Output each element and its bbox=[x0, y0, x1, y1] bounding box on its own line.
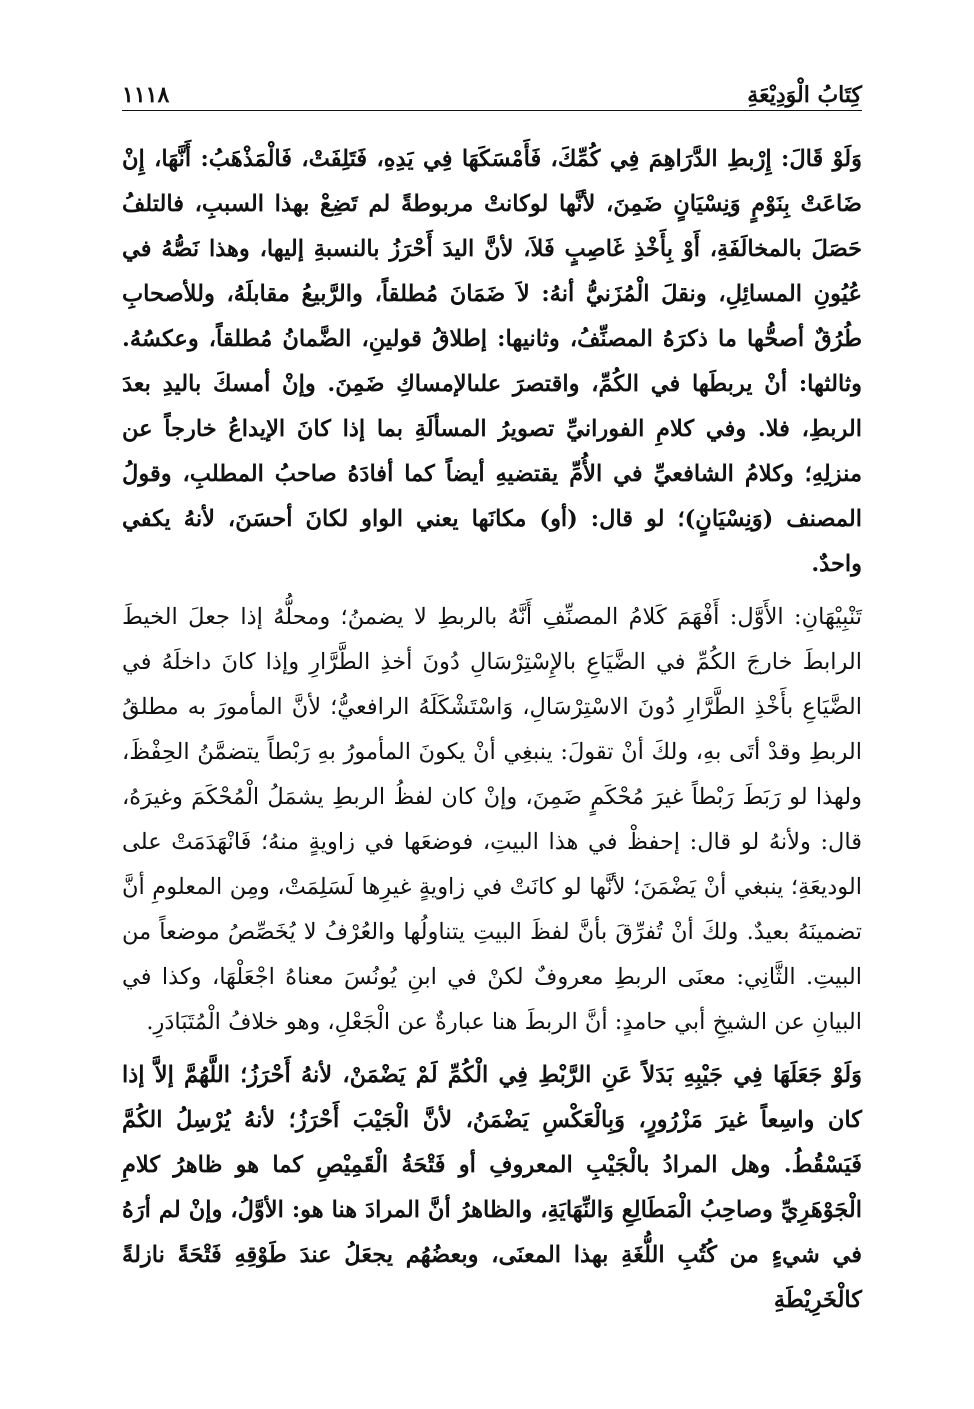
body-text bbox=[122, 137, 862, 1323]
running-header bbox=[122, 70, 862, 111]
paragraph-wadiah-dirham-tying: وَلَوْ قَالَ: إِرْبطِ الدَّرَاهِمَ فِي كُمِّكَ، فَأَمْسَكَهَا فِي يَدِهِ، فَتَلِفَتْ، فَالْمَذْهَبُ: أَنَّهَا، إِنْ ضَاعَتْ بِنَوْمٍ وَنِسْيَانٍ ضَمِنَ، لأنَّها لوكانتْ مربوطةً لم تَضِعْ بهذا السببِ، فالتلفُ حَصَلَ بالمخالَفَةِ، أَوْ بِأَخْذِ غَاصِبٍ فَلاَ، لأنَّ اليدَ أَحْرَزُ بالنسبةِ إليها، وهذا نَصُّهُ في عُيُونِ المسائِلِ، ونقلَ الْمُزَنيُّ أنهُ: لاَ ضَمَانَ مُطلقاً، والرَّبيعُ مقابلَهُ، وللأصحابِ طُرُقٌ أصحُّها ما ذكرَهُ المصنِّفُ، وثانيها: إطلاقُ قولينِ، الضَّمانُ مُطلقاً، وعكسُهُ. وثالثها: أنْ يربطَها في الكُمِّ، واقتصرَ علىالإمساكِ ضَمِنَ. وإنْ أمسكَ باليدِ بعدَ الربطِ، فلا. وفي كلامِ الفورانيِّ تصويرُ المسألَةِ بما إذا كانَ الإيداعُ خارجاً عن منزلِهِ؛ وكلامُ الشافعيِّ في الأُمِّ يقتضيهِ أيضاً كما أفادَهُ صاحبُ المطلبِ، وقولُ المصنف (وَنِسْيَانٍ)؛ لو قال: (أو) مكانَها يعني الواو لكانَ أحسَنَ، لأنهُ يكفي واحدٌ. bbox=[122, 146, 862, 577]
chapter-title: كِتَابُ الْوَدِيْعَةِ bbox=[747, 82, 862, 108]
page-number: ١١١٨ bbox=[122, 82, 170, 108]
paragraph-two-notes: تَنْبِيْهَانِ: الأَوَّل: أَفْهَمَ كَلامُ المصنِّفِ أَنَّهُ بالربطِ لا يضمنُ؛ ومحلُّهُ إذا جعلَ الخيطَ الرابطَ خارجَ الكُمِّ في الضَّيَاعِ بالإِسْتِرْسَالِ دُونَ أخذِ الطَّرَّارِ وإذا كانَ داخلَهُ في الضَّيَاعِ بأَخْذِ الطَّرَّارِ دُونَ الاسْتِرْسَالِ، وَاسْتَشْكَلَهُ الرافعيُّ؛ لأنَّ المأمورَ به مطلقُ الربطِ وقدْ أتَى بهِ، ولكَ أنْ تقولَ: ينبغِي أنْ يكونَ المأمورُ بهِ رَبْطاً يتضمَّنُ الحِفْظَ، ولهذا لو رَبَطَ رَبْطاً غيرَ مُحْكَمٍ ضَمِنَ، وإنْ كان لفظُ الربطِ يشمَلُ الْمُحْكَمَ وغيرَهُ، قال: ولأنهُ لو قال: إحفظْ في هذا البيتِ، فوضعَها في زاويةٍ منهُ؛ فَانْهَدَمَتْ على الوديعَةِ؛ ينبغي أنْ يَضْمَنَ؛ لأنَّها لو كانَتْ في زاويةٍ غيرِها لَسَلِمَتْ، ومِن المعلومِ أنَّ تضمينَهُ بعيدٌ. ولكَ أنْ تُفرِّقَ بأنَّ لفظَ البيتِ يتناولُها والعُرْفُ لا يُخَصِّصُ موضعاً من البيتِ. الثَّانِي: معنَى الربطِ معروفٌ لكنْ في ابنِ يُونُسَ معناهُ اجْعَلْهَا، وكذا في البيانِ عن الشيخِ أبي حامدٍ: أنَّ الربطَ هنا عبارةٌ عن الْجَعْلِ، وهو خلافُ الْمُتَبَادَرِ. bbox=[122, 604, 862, 1035]
paragraph-pocket-instead-of-sleeve: وَلَوْ جَعَلَهَا فِي جَيْبِهِ بَدَلاً عَنِ الرَّبْطِ فِي الْكُمِّ لَمْ يَضْمَنْ، لأنهُ أَحْرَزُ؛ اللَّهُمَّ إلاَّ إذا كان واسِعاً غيرَ مَزْرُورٍ، وَبِالْعَكْسِ يَضْمَنُ، لأنَّ الْجَيْبَ أَحْرَزُ؛ لأنهُ يُرْسِلُ الكُمَّ فَيَسْقُطُ. وهل المرادُ بالْجَيْبِ المعروفِ أو فَتْحَةُ الْقَمِيْصِ كما هو ظاهرُ كلامِ الْجَوْهَرِيِّ وصاحِبُ الْمَطَالِعِ وَالنِّهَايَةِ، والظاهرُ أنَّ المرادَ هنا هو: الأوَّلُ، وإنْ لم أرَهُ في شيءٍ من كُتُبِ اللُّغَةِ بهذا المعنَى، وبعضُهُم يجعَلُ عندَ طَوْقِهِ فَتْحَةً نازلةً كالْخَرِيْطَةِ bbox=[122, 1062, 862, 1313]
